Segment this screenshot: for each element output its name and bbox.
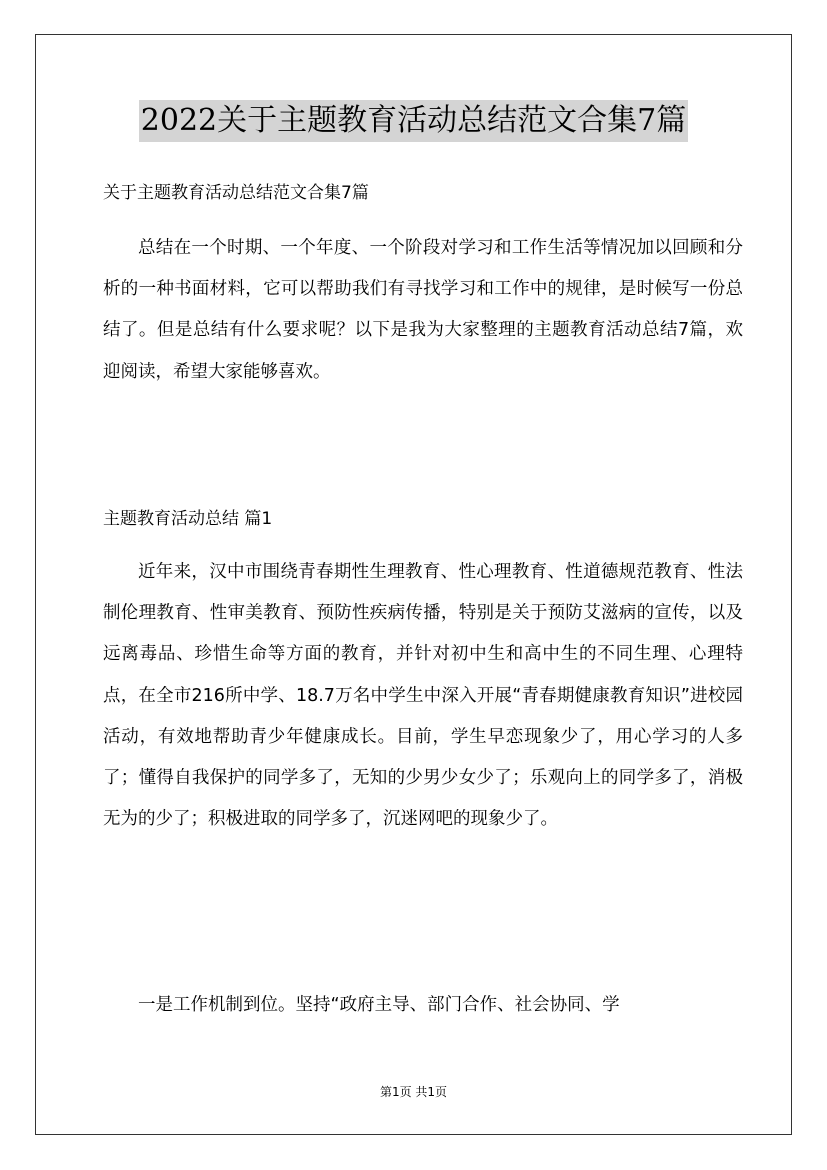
document-title: 2022关于主题教育活动总结范文合集7篇 (139, 100, 688, 142)
title-container (0, 100, 827, 142)
intro-paragraph: 总结在一个时期、一个年度、一个阶段对学习和工作生活等情况加以回顾和分析的一种书面材料，它可以帮助我们有寻找学习和工作中的规律，是时候写一份总结了。但是总结有什么要求呢？以下是我为大家整理的主题教育活动总结7篇，欢迎阅读，希望大家能够喜欢。 (103, 238, 743, 382)
page-number: 第1页 共1页 (379, 1085, 448, 1099)
body-paragraph: 一是工作机制到位。坚持“政府主导、部门合作、社会协同、学 (138, 995, 620, 1015)
section-heading: 主题教育活动总结 篇1 (103, 509, 273, 529)
document-subtitle: 关于主题教育活动总结范文合集7篇 (103, 183, 369, 203)
body-paragraph: 近年来，汉中市围绕青春期性生理教育、性心理教育、性道德规范教育、性法制伦理教育、性审美教育、预防性疾病传播，特别是关于预防艾滋病的宣传，以及远离毒品、珍惜生命等方面的教育，并针对初中生和高中生的不同生理、心理特点，在全市216所中学、18.7万名中学生中深入开展“青春期健康教育知识”进校园活动，有效地帮助青少年健康成长。目前，学生早恋现象少了，用心学习的人多了；懂得自我保护的同学多了，无知的少男少女少了；乐观向上的同学多了，消极无为的少了；积极进取的同学多了，沉迷网吧的现象少了。 (103, 562, 743, 830)
